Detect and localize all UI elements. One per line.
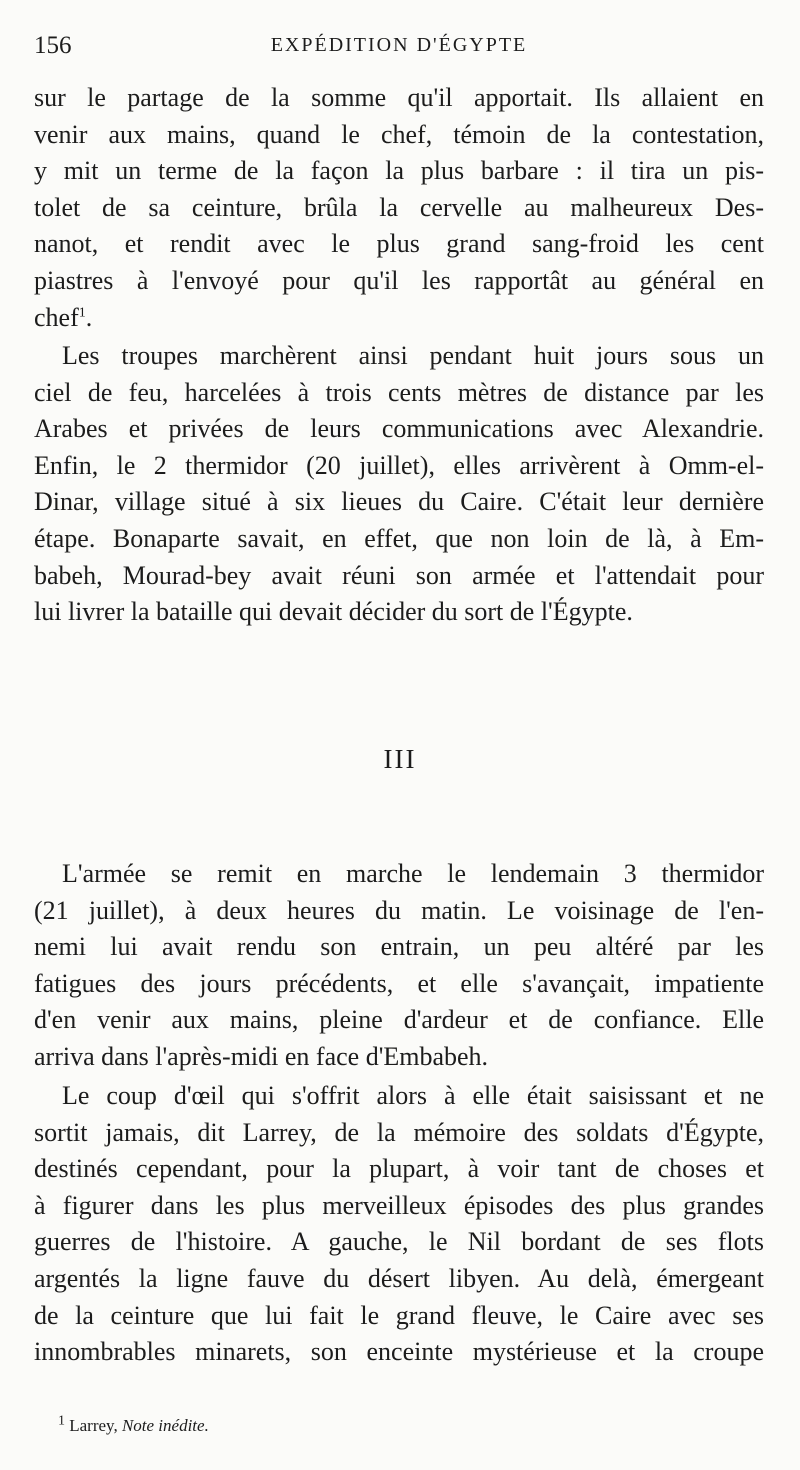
- footnote-author: Larrey,: [69, 1416, 118, 1435]
- text-line: ciel de feu, harcelées à trois cents mètres de distance par les: [34, 377, 764, 407]
- text-line: nemi lui avait rendu son entrain, un peu altéré par les: [34, 932, 764, 962]
- text-line: tolet de sa ceinture, brûla la cervelle au malheureux Des-: [34, 192, 764, 222]
- paragraph: [34, 856, 764, 1076]
- text-line: destinés cependant, pour la plupart, à voir tant de choses et: [34, 1154, 764, 1184]
- text-line: Enfin, le 2 thermidor (20 juillet), elles arrivèrent à Omm-el-: [34, 450, 764, 480]
- footnote: [58, 1413, 209, 1436]
- paragraph-continuation: [34, 80, 764, 336]
- text-line: étape. Bonaparte savait, en effet, que non loin de là, à Em-: [34, 523, 764, 553]
- paragraph: [34, 338, 764, 631]
- end-punctuation: .: [85, 302, 93, 332]
- footnote-text: Note inédite.: [121, 1416, 209, 1435]
- text-line: guerres de l'histoire. A gauche, le Nil bordant de ses flots: [34, 1227, 764, 1257]
- running-title: EXPÉDITION D'ÉGYPTE: [270, 34, 528, 56]
- text-line: Les troupes marchèrent ainsi pendant huit jours sous un: [62, 341, 764, 370]
- text-line: arriva dans l'après-midi en face d'Embabeh.: [34, 1041, 489, 1071]
- text-line: argentés la ligne fauve du désert libyen. Au delà, émergeant: [34, 1263, 764, 1293]
- text-line: (21 juillet), à deux heures du matin. Le voisinage de l'en-: [34, 895, 764, 925]
- text-line: à figurer dans les plus merveilleux épisodes des plus grandes: [34, 1190, 764, 1220]
- text-line: L'armée se remit en marche le lendemain 3 thermidor: [62, 859, 764, 888]
- text-line: piastres à l'envoyé pour qu'il les rapportât au général en: [34, 265, 764, 295]
- text-line: venir aux mains, quand le chef, témoin de la contestation,: [34, 119, 764, 149]
- text-line: Le coup d'œil qui s'offrit alors à elle était saisissant et ne: [62, 1081, 764, 1110]
- text-line: Arabes et privées de leurs communications avec Alexandrie.: [34, 414, 764, 444]
- text-line-with-footnote: [34, 300, 764, 337]
- text-line: babeh, Mourad-bey avait réuni son armée et l'attendait pour: [34, 560, 764, 590]
- text-line: nanot, et rendit avec le plus grand sang-froid les cent: [34, 229, 764, 259]
- text-line: y mit un terme de la façon la plus barbare : il tira un pis-: [34, 156, 764, 186]
- section-heading: III: [383, 744, 417, 774]
- text-line: de la ceinture que lui fait le grand fleuve, le Caire avec ses: [34, 1300, 764, 1330]
- text-line: chef: [34, 302, 79, 332]
- footnote-reference: 1: [78, 304, 86, 320]
- text-line: innombrables minarets, son enceinte mystérieuse et la croupe: [34, 1337, 764, 1367]
- text-line: sortit jamais, dit Larrey, de la mémoire des soldats d'Égypte,: [34, 1117, 764, 1147]
- text-line: lui livrer la bataille qui devait décider du sort de l'Égypte.: [34, 597, 633, 627]
- text-line: sur le partage de la somme qu'il apportait. Ils allaient en: [34, 83, 764, 112]
- page-number: 156: [34, 32, 72, 59]
- footnote-marker: 1: [58, 1413, 65, 1429]
- text-line: fatigues des jours précédents, et elle s'avançait, impatiente: [34, 968, 764, 998]
- text-line: Dinar, village situé à six lieues du Caire. C'était leur dernière: [34, 487, 764, 517]
- text-line: d'en venir aux mains, pleine d'ardeur et de confiance. Elle: [34, 1005, 764, 1035]
- running-header: [34, 32, 764, 62]
- paragraph: [34, 1078, 764, 1371]
